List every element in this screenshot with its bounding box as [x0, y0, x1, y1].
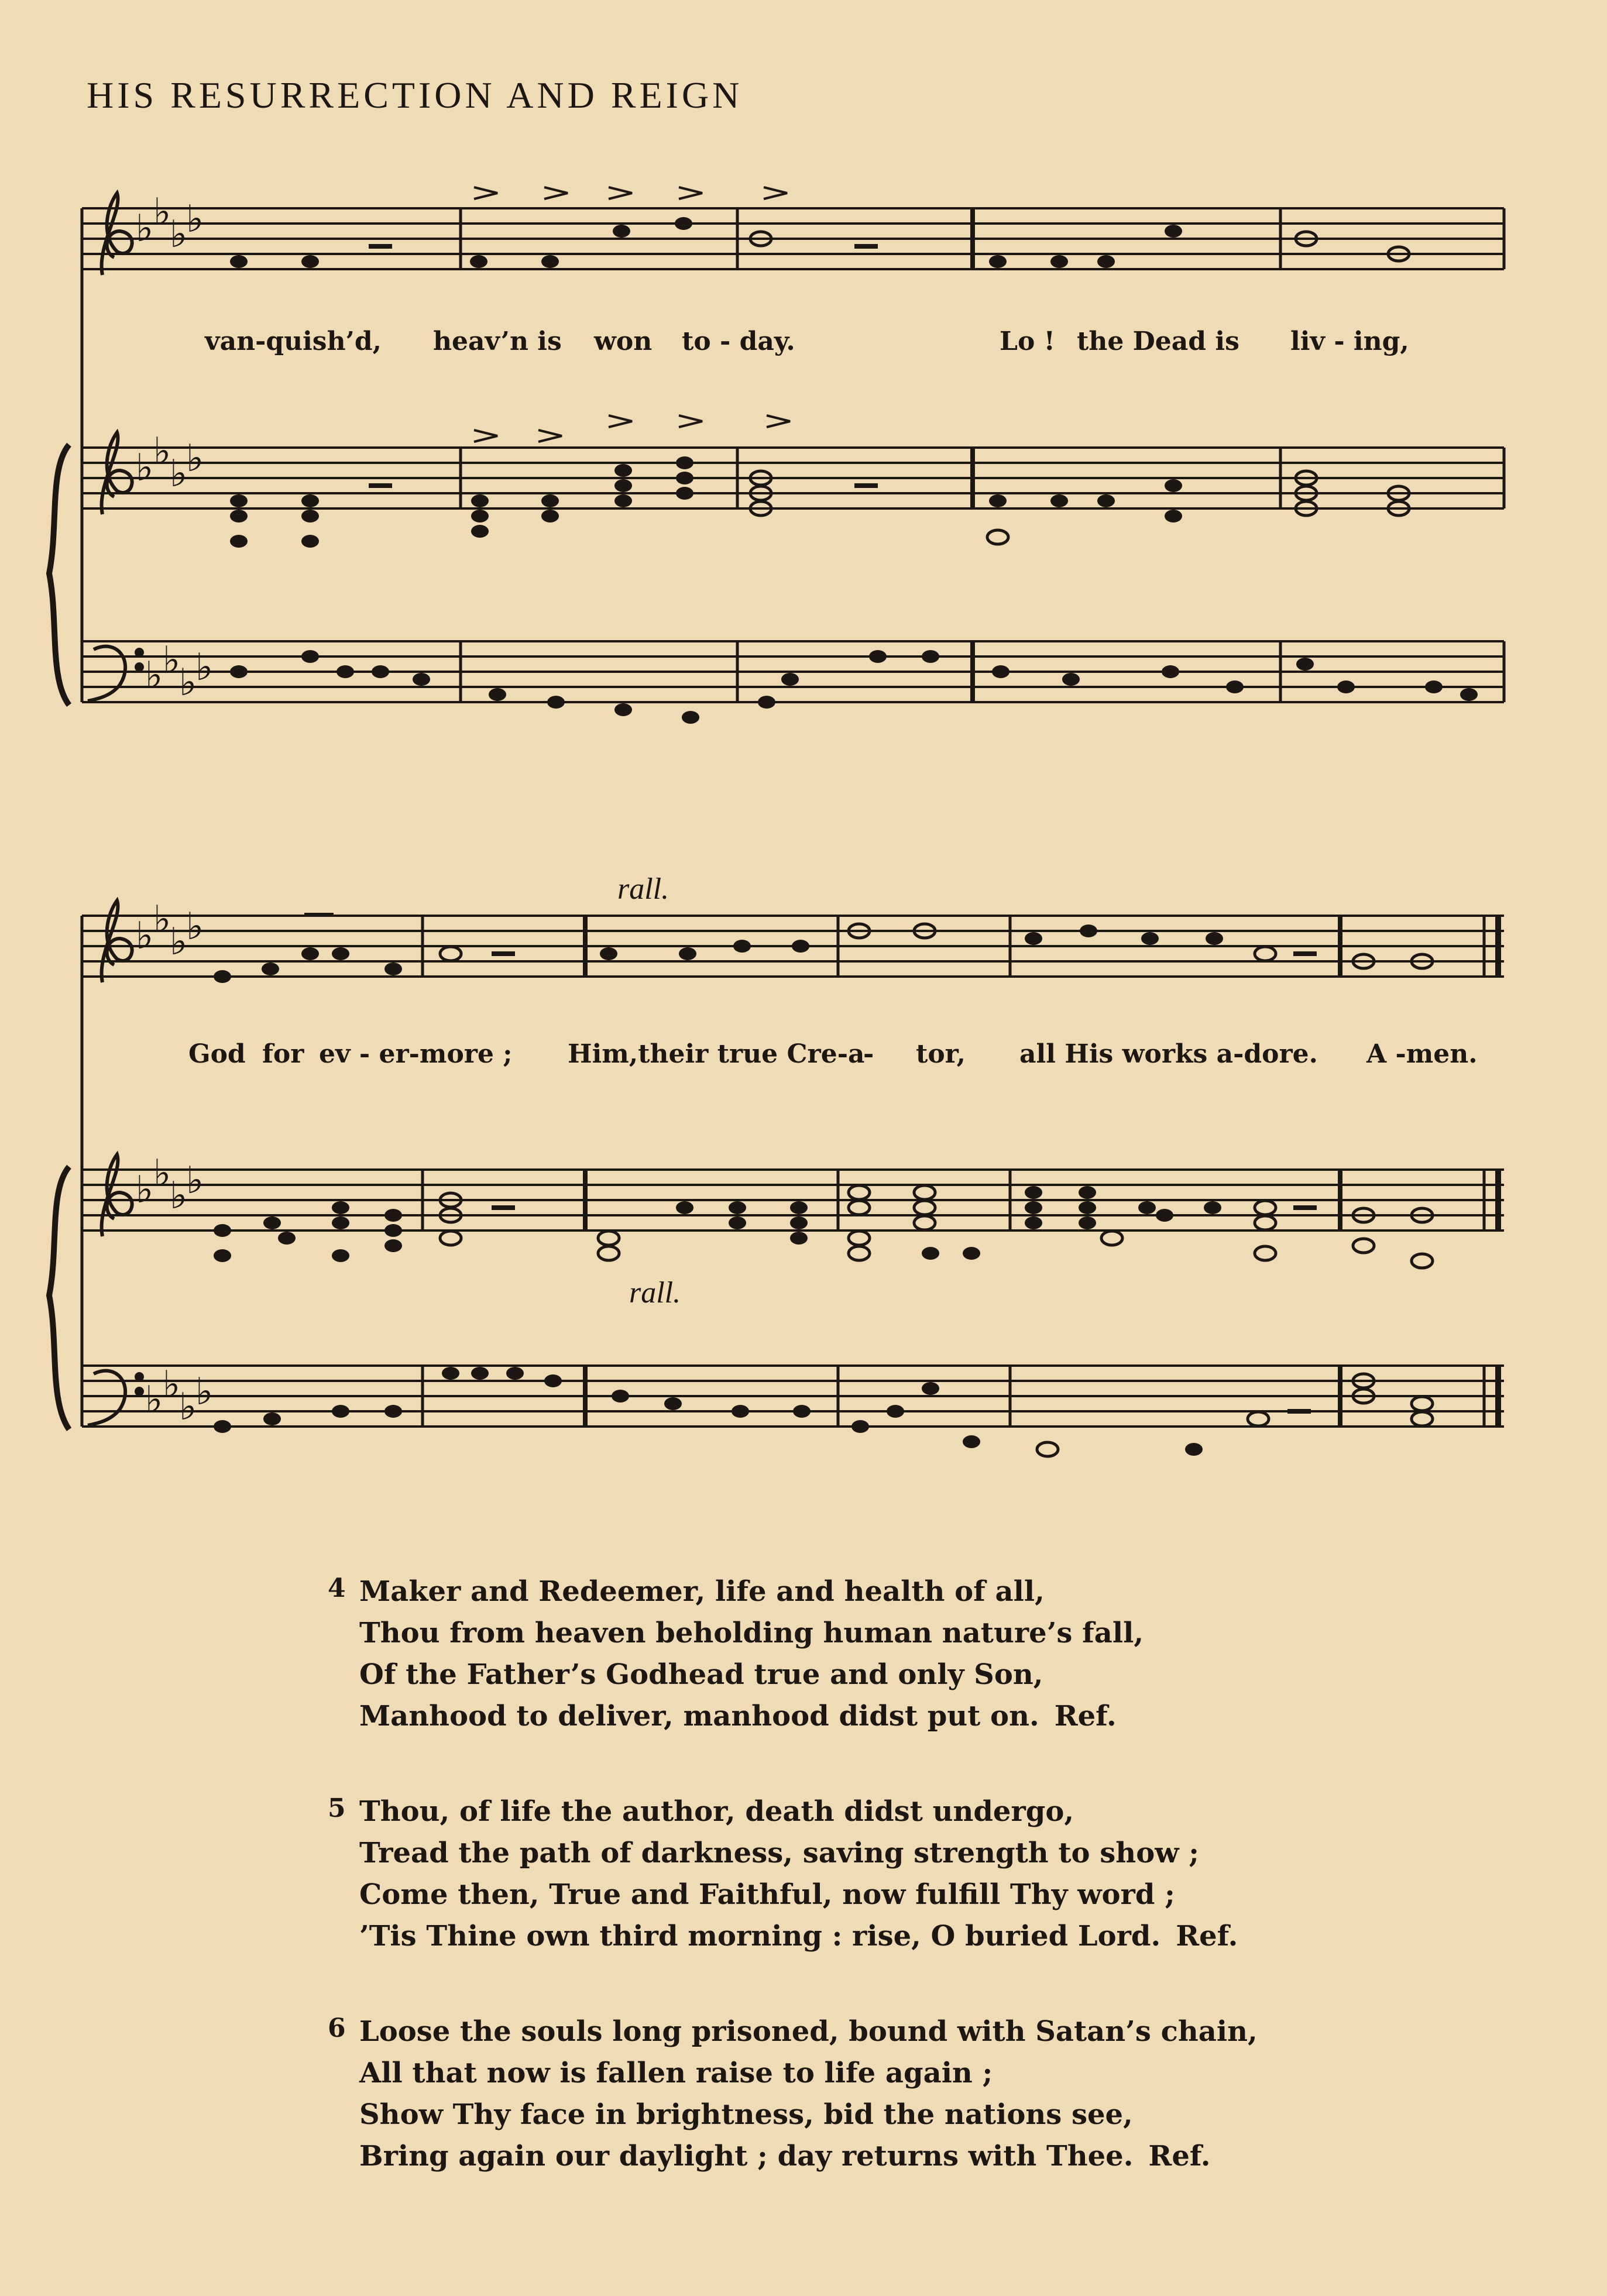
lyric-god: God — [188, 1039, 246, 1069]
verse-line-text: Manhood to deliver, manhood didst put on. — [359, 1700, 1039, 1733]
svg-text:♭: ♭ — [186, 905, 204, 948]
svg-text:♭: ♭ — [170, 920, 188, 964]
lyric-hyphen: - — [863, 1039, 874, 1069]
svg-text:♭: ♭ — [136, 1168, 154, 1212]
lyric-won: won — [594, 326, 653, 356]
rall-mark-top: rall. — [617, 872, 669, 906]
svg-text:♭: ♭ — [170, 1174, 188, 1218]
verse-line: Of the Father’s Godhead true and only Son, — [359, 1658, 1043, 1691]
system-1-barlines — [461, 208, 1504, 702]
svg-text:♭: ♭ — [179, 1386, 197, 1429]
system-2-melody-notes — [214, 913, 1317, 983]
svg-text:♭: ♭ — [186, 198, 204, 241]
verse-line: Come then, True and Faithful, now fulfill Thy word ; — [359, 1878, 1175, 1911]
lyric-vanquishd: van-quish’d, — [205, 326, 382, 356]
lyric-tor: tor, — [916, 1039, 966, 1069]
system-2-brace — [49, 1167, 69, 1429]
lyric-heavn-is: heav’n is — [433, 326, 562, 356]
verse-line — [359, 1916, 1258, 1957]
refrain-marker: Ref. — [1176, 1920, 1238, 1953]
verse-line — [359, 1696, 1258, 1737]
system-1-bass-staff — [82, 641, 1504, 702]
verse-number: 5 — [328, 1793, 346, 1823]
system-2-barlines — [423, 916, 1498, 1427]
lyric-amen: A -men. — [1366, 1039, 1478, 1069]
svg-text:♭: ♭ — [136, 207, 154, 250]
lyric-him-their-true-crea: Him,their true Cre-a — [568, 1039, 865, 1069]
system-1-melody-notes — [230, 217, 1409, 268]
system-1-accents — [474, 187, 790, 442]
svg-text:♭: ♭ — [153, 191, 171, 234]
verse-line — [359, 2136, 1258, 2177]
system-1-brace — [49, 445, 69, 705]
verse-number: 6 — [328, 2013, 346, 2043]
svg-text:♭: ♭ — [179, 661, 197, 704]
system-2-clefs — [88, 900, 142, 1425]
svg-text:♭: ♭ — [170, 452, 188, 496]
system-1-melody-staff — [82, 208, 1504, 269]
verse-number: 4 — [328, 1573, 346, 1603]
verse-6 — [321, 2011, 1258, 2177]
verse-5 — [321, 1791, 1258, 1957]
system-2-bass-staff — [82, 1366, 1504, 1427]
verse-4 — [321, 1571, 1258, 1737]
system-2-key-signature — [136, 898, 213, 1429]
svg-text:♭: ♭ — [163, 1363, 181, 1407]
svg-text:♭: ♭ — [145, 654, 163, 697]
svg-text:♭: ♭ — [153, 430, 171, 473]
verse-line-text: ’Tis Thine own third morning : rise, O buried Lord. — [359, 1920, 1161, 1953]
lyric-lo: Lo ! — [1000, 326, 1055, 356]
lyric-living: liv - ing, — [1290, 326, 1409, 356]
svg-text:♭: ♭ — [186, 1159, 204, 1202]
svg-text:♭: ♭ — [136, 446, 154, 490]
svg-text:♭: ♭ — [195, 1370, 214, 1414]
svg-text:♭: ♭ — [153, 1152, 171, 1195]
verses — [321, 1571, 1258, 2231]
rall-mark-bottom: rall. — [629, 1276, 681, 1309]
svg-text:♭: ♭ — [195, 646, 214, 689]
system-2-treble-notes — [214, 1186, 1317, 1262]
svg-text:♭: ♭ — [136, 915, 154, 958]
system-1-treble-staff — [82, 448, 1504, 508]
lyric-to-day: to - day. — [682, 326, 795, 356]
refrain-marker: Ref. — [1054, 1700, 1117, 1733]
refrain-marker: Ref. — [1148, 2140, 1211, 2173]
svg-text:♭: ♭ — [153, 898, 171, 941]
lyric-the-dead-is: the Dead is — [1077, 326, 1239, 356]
page-header: HIS RESURRECTION AND REIGN — [87, 74, 743, 116]
system-2-bass-half-notes — [1037, 1374, 1433, 1456]
verse-line: Loose the souls long prisoned, bound with Satan’s chain, — [359, 2015, 1258, 2048]
verse-line: Show Thy face in brightness, bid the nations see, — [359, 2098, 1133, 2131]
svg-text:♭: ♭ — [170, 213, 188, 256]
svg-text:♭: ♭ — [186, 437, 204, 480]
lyric-evermore: ev - er-more ; — [319, 1039, 513, 1069]
verse-line-text: Bring again our daylight ; day returns with Thee. — [359, 2140, 1134, 2173]
system-1-treble-notes — [230, 456, 1182, 548]
verse-line: All that now is fallen raise to life again ; — [359, 2057, 993, 2089]
lyric-all-his-works-adore: all His works a-dore. — [1019, 1039, 1318, 1069]
verse-line: Thou from heaven beholding human nature’s fall, — [359, 1617, 1144, 1649]
svg-text:♭: ♭ — [145, 1379, 163, 1422]
verse-line: Thou, of life the author, death didst undergo, — [359, 1795, 1074, 1828]
verse-line: Tread the path of darkness, saving strength to show ; — [359, 1837, 1199, 1869]
lyric-for: for — [262, 1039, 304, 1069]
svg-text:♭: ♭ — [163, 639, 181, 682]
verse-line: Maker and Redeemer, life and health of all, — [359, 1575, 1045, 1608]
